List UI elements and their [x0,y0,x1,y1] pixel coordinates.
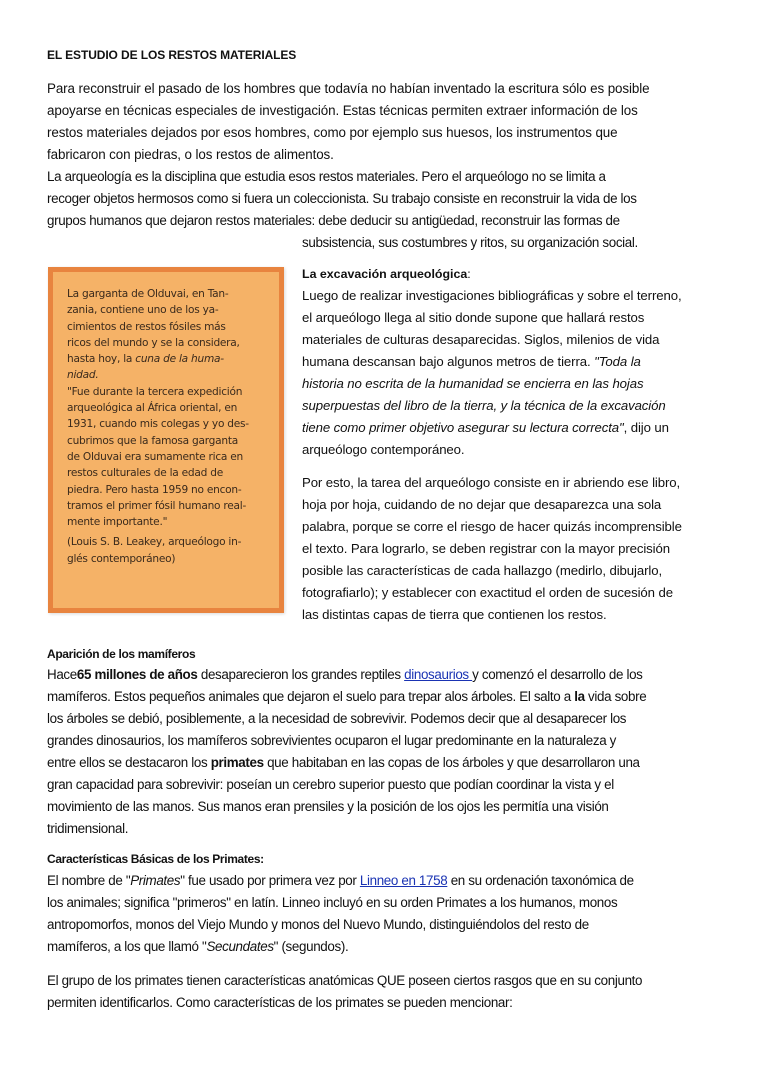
text-line: Hace65 millones de años desaparecieron los grandes reptiles dinosaurios y comenzó el desarrollo de los [47,667,643,682]
figure-line: mente importante." [67,516,168,529]
figure-line: piedra. Pero hasta 1959 no encon- [67,483,242,496]
figure-line: zania, contiene uno de los ya- [67,304,219,317]
figure-line: arqueológica al África oriental, en [67,402,238,415]
figure-line: cubrimos que la famosa garganta [67,434,238,447]
text-line: entre ellos se destacaron los primates que habitaban en las copas de los árboles y que desarrollaron una [47,755,640,770]
text-line: Por esto, la tarea del arqueólogo consiste en ir abriendo ese libro, [302,475,681,490]
text-line: grupos humanos que dejaron restos materiales: debe deducir su antigüedad, reconstruir las formas de [47,213,620,228]
figure-line: nidad. [67,369,99,382]
text-line: materiales de culturas desaparecidas. Siglos, milenios de vida [302,332,660,347]
figure-line: "Fue durante la tercera expedición [67,385,243,398]
text-line: superpuestas del libro de la tierra, y la técnica de la excavación [302,398,666,413]
paragraph-mamiferos [47,664,646,840]
text-line: Para reconstruir el pasado de los hombres que todavía no habían inventado la escritura sólo es posible [47,81,650,96]
text-line: hoja por hoja, cuidando de no dejar que desaparezca una sola [302,497,662,512]
text-line: gran capacidad para sobrevivir: poseían un cerebro superior puesto que podían coordinar la vista y el [47,777,614,792]
text-line: El grupo de los primates tienen características anatómicas QUE poseen ciertos rasgos que en su conjunto [47,973,643,988]
paragraph-tarea-arqueologo [302,472,682,626]
dinosaurios-link[interactable]: dinosaurios [404,667,473,682]
text-line: grandes dinosaurios, los mamíferos sobrevivientes ocuparon el lugar predominante en la naturaleza y [47,733,617,748]
text-line: los animales; significa "primeros" en latín. Linneo incluyó en su orden Primates a los humanos, monos [47,895,618,910]
text-line: el arqueólogo llega al sitio donde supone que hallará restos [302,310,645,325]
text-line: historia no escrita de la humanidad se encierra en las hojas [302,376,644,391]
figure-citation-line: (Louis S. B. Leakey, arqueólogo in- [67,536,242,549]
figure-line: de Olduvai era sumamente rica en [67,450,243,463]
text-line: arqueólogo contemporáneo. [302,442,465,457]
figure-line: 1931, cuando mis colegas y yo des- [67,418,249,431]
text-line: apoyarse en técnicas especiales de investigación. Estas técnicas permiten extraer información de los [47,103,638,118]
paragraph-excavacion [302,285,682,461]
figure-line: hasta hoy, la cuna de la huma- [67,353,224,366]
figure-line: La garganta de Olduvai, en Tan- [67,288,229,300]
text-line: palabra, porque se corre el riesgo de hacer quizás incomprensible [302,519,682,534]
text-line: humana descansan bajo algunos metros de tierra. "Toda la [302,354,641,369]
text-line: La arqueología es la disciplina que estudia esos restos materiales. Pero el arqueólogo no se limita a [47,169,606,184]
section-title-estudio: EL ESTUDIO DE LOS RESTOS MATERIALES [47,48,297,62]
text-line: antropomorfos, monos del Viejo Mundo y monos del Nuevo Mundo, distinguiéndolos del resto de [47,917,589,932]
text-line: El nombre de "Primates" fue usado por primera vez por Linneo en 1758 en su ordenación taxonómica de [47,873,634,888]
figure-line: cimientos de restos fósiles más [67,320,226,333]
section-title-excavacion: La excavación arqueológica: [302,267,471,281]
text-line: las distintas capas de tierra que contienen los restos. [302,607,607,622]
text-line: mamíferos. Estos pequeños animales que dejaron el suelo para trepar alos árboles. El salto a la vida sobre [47,689,647,704]
text-line: recoger objetos hermosos como si fuera un coleccionista. Su trabajo consiste en reconstruir la vida de los [47,191,637,206]
text-line: posible las características de cada hallazgo (medirlo, dibujarlo, [302,563,663,578]
figure-caption-text [67,286,265,567]
figure-citation-line: glés contemporáneo) [67,552,176,565]
text-line: tridimensional. [47,821,129,836]
text-line: movimiento de las manos. Sus manos eran prensiles y la posición de los ojos les permitía una visión [47,799,609,814]
text-line: restos materiales dejados por esos hombres, como por ejemplo sus huesos, los instrumentos que [47,125,618,140]
figure-line: ricos del mundo y se la considera, [67,336,240,349]
paragraph-primates-nombre [47,870,634,958]
text-line: Luego de realizar investigaciones bibliográficas y sobre el terreno, [302,288,682,303]
section-title-mamiferos: Aparición de los mamíferos [47,647,196,661]
figure-italic-phrase: cuna de la huma- [135,353,224,366]
olduvai-figure-image [48,267,284,613]
text-line: mamíferos, a los que llamó "Secundates" (segundos). [47,939,349,954]
text-line: tiene como primer objetivo asegurar su lectura correcta", dijo un [302,420,669,435]
text-line: los árboles se debió, posiblemente, a la necesidad de sobrevivir. Podemos decir que al desaparecer los [47,711,627,726]
section-title-primates: Características Básicas de los Primates: [47,852,264,866]
text-line: fotografiarlo); y establecer con exactitud el orden de sucesión de [302,585,673,600]
text-line: fabricaron con piedras, o los restos de alimentos. [47,147,334,162]
text-line: subsistencia, sus costumbres y ritos, su organización social. [302,235,638,250]
paragraph-primates-caracteristicas [47,970,642,1014]
text-line: permiten identificarlos. Como características de los primates se pueden mencionar: [47,995,513,1010]
figure-line: restos culturales de la edad de [67,467,223,480]
paragraph-estudio-intro [47,78,649,166]
text-line: el texto. Para lograrlo, se deben registrar con la mayor precisión [302,541,670,556]
paragraph-arqueologia [47,166,638,254]
linneo-link[interactable]: Linneo en 1758 [359,873,448,888]
figure-line: tramos el primer fósil humano real- [67,499,247,512]
